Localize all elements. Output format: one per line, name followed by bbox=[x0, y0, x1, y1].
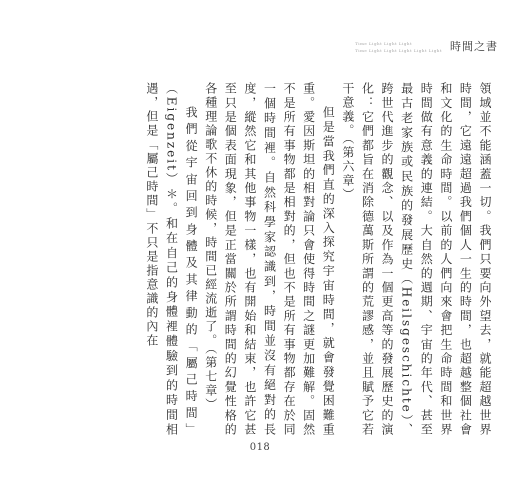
running-text-line: Time Light Light Light Light Light bbox=[355, 48, 442, 53]
body-text bbox=[29, 82, 494, 437]
book-title: 時間之書 bbox=[450, 40, 498, 53]
running-header bbox=[355, 41, 498, 53]
page-number: 018 bbox=[249, 442, 271, 453]
running-text-line: Time Light Light Light bbox=[355, 41, 413, 46]
running-text bbox=[355, 41, 442, 53]
paragraph: 我們從宇宙回到身體及其律動的「屬己時間」（Eigenzeit）＊。和在自己的身體裡體驗到的時間相遇，但是「屬己時間」不只是指意識的內在 bbox=[144, 82, 199, 437]
paragraph: 但是當我們直的深入探究宇宙時間，就會發覺困難重重。愛因斯坦的相對論只會使得時間之謎更加難解。固然不是所有事物都是相對的，但也不是所有事物都存在於同一個時間裡。自然科學家認識到，時間並沒有絕對的長度，縱然它和其他事物一樣，也有開始和結束，也許它甚至只是個表面現象，但是正當關於所謂時間的幻覺性格的各種理論歌不休的時候，時間已經流逝了。（第七章） bbox=[203, 82, 336, 437]
paragraph: 領域並不能涵蓋一切。我們只要向外望去，就能超越世界時間，它遠遠超過我們個人一生的時間，也超越整個社會和文化的生命時間。以前的人們向來會把生命時間和世界時間做有意義的連結。大自然的週期、宇宙的年代、甚至最古老家族或民族的發展歷史（Heilsgeschichte）、跨世代進步的觀念、以及作為一個更高等的發展歷史的演化：它們都旨在消除德萬斯所謂的荒謬感，並且賦予它若干意義。（第六章） bbox=[340, 82, 492, 437]
